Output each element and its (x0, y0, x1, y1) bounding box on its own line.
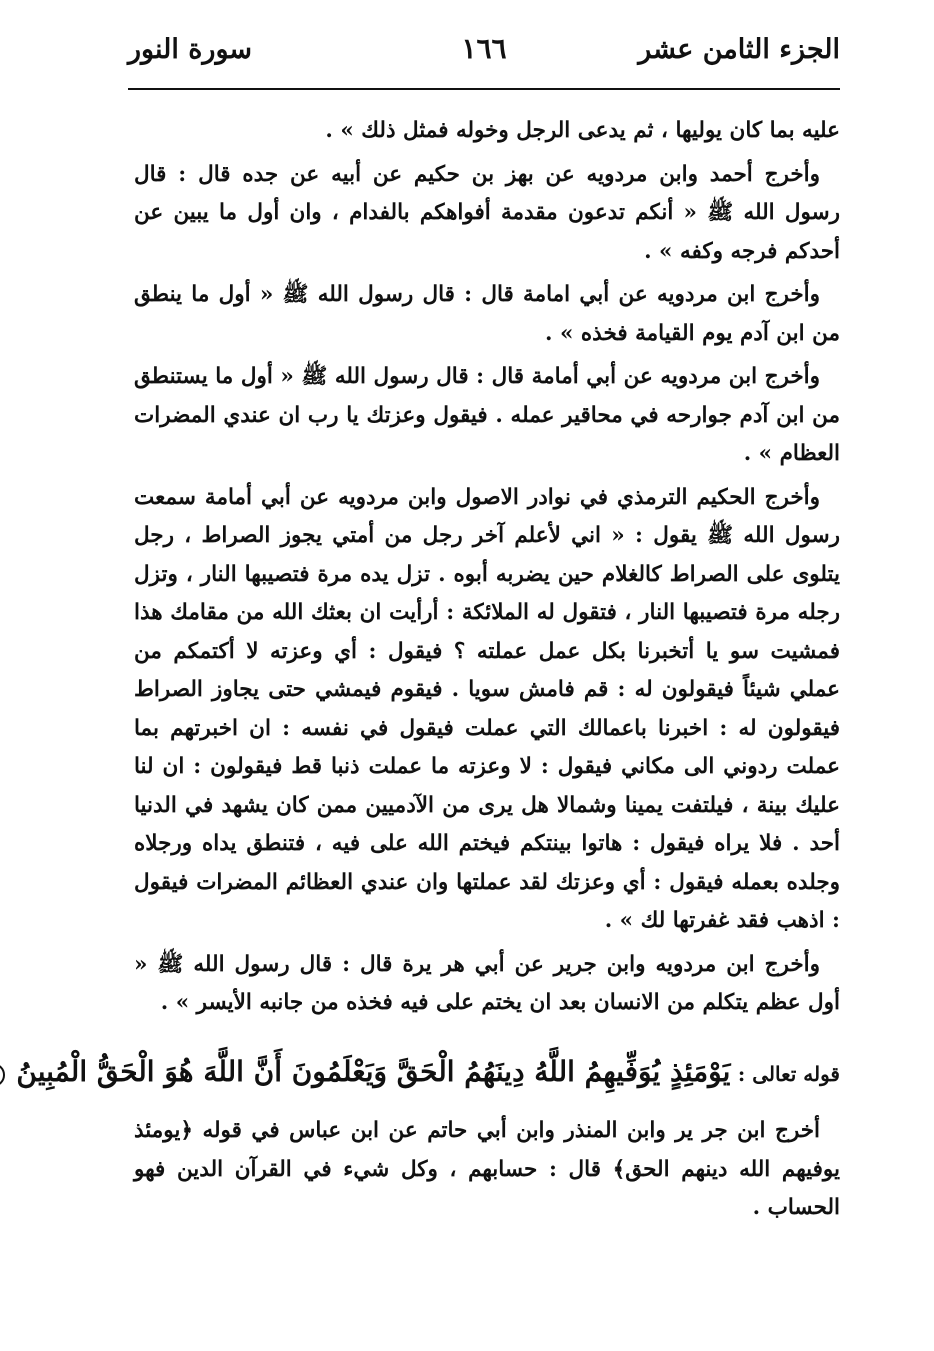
paragraph: وأخرج أحمد وابن مردويه عن بهز بن حكيم عن أبيه عن جده قال : قال رسول الله ﷺ « أنكم تدعون مقدمة أفواهكم بالفدام ، وان أول ما يبين عن أحدكم فرجه وكفه » . (134, 161, 840, 264)
verse-number-marker (0, 1063, 5, 1087)
quran-verse (16, 1053, 840, 1095)
page-header (128, 28, 840, 84)
main-text (16, 112, 840, 1233)
verse-text: يَوْمَئِذٍ يُوَفِّيهِمُ اللَّهُ دِينَهُمُ الْحَقَّ وَيَعْلَمُونَ أَنَّ اللَّهَ هُوَ الْحَقُّ الْمُبِينُ (16, 1054, 731, 1088)
surah-title: سورة النور (128, 34, 253, 65)
page-number: ١٦٦ (461, 32, 507, 65)
closing-paragraph: أخرج ابن جر ير وابن المنذر وابن أبي حاتم عن ابن عباس في قوله ﴿يومئذ يوفيهم الله دينهم الحق﴾ قال : حسابهم ، وكل شيء في القرآن الدين فهو الحساب . (134, 1118, 840, 1220)
header-rule (128, 88, 840, 90)
paragraph: عليه بما كان يوليها ، ثم يدعى الرجل وخوله فمثل ذلك » . (325, 118, 840, 143)
paragraph: وأخرج الحكيم الترمذي في نوادر الاصول وابن مردويه عن أبي أمامة سمعت رسول الله ﷺ يقول : « اني لأعلم آخر رجل من أمتي يجوز الصراط ، رجل يتلوى على الصراط كالغلام حين يضربه أبوه . تزل يده مرة فتصيبها النار ، وتزل رجله مرة فتصيبها النار ، فتقول له الملائكة : أرأيت ان بعثك الله من مقامك هذا فمشيت سو يا أتخبرنا بكل عمل عملته ؟ فيقول : أي وعزته لا أكتمكم من عملي شيئاً فيقولون له : قم فامش سويا . فيقوم فيمشي حتى يجاوز الصراط فيقولون له : اخبرنا باعمالك التي عملت فيقول في نفسه : ان اخبرتهم بما عملت ردوني الى مكاني فيقول : لا وعزته ما عملت ذنبا قط فيقولون : ان لنا عليك بينة ، فيلتفت يمينا وشمالا هل يرى من الآدميين ممن كان يشهد في الدنيا أحد . فلا يراه فيقول : هاتوا بينتكم فيختم الله على فيه ، فتنطق يداه ورجلاه وجلده بعمله فيقول : أي وعزتك لقد عملتها وان عندي العظائم المضرات فيقول : اذهب فقد غفرتها لك » . (134, 484, 840, 933)
verse-intro: قوله تعالى : (737, 1061, 840, 1086)
paragraph: وأخرج ابن مردويه وابن جرير عن أبي هر يرة قال : قال رسول الله ﷺ « أول عظم يتكلم من الانسان بعد ان يختم على فيه فخذه من جانبه الأيسر » . (134, 951, 840, 1015)
paragraph: وأخرج ابن مردويه عن أبي امامة قال : قال رسول الله ﷺ « أول ما ينطق من ابن آدم يوم القيامة فخذه » . (134, 282, 840, 346)
running-head: الجزء الثامن عشر (638, 34, 840, 65)
paragraph: وأخرج ابن مردويه عن أبي أمامة قال : قال رسول الله ﷺ « أول ما يستنطق من ابن آدم جوارحه في محاقير عمله . فيقول وعزتك يا رب ان عندي المضرات العظام » . (134, 364, 840, 466)
